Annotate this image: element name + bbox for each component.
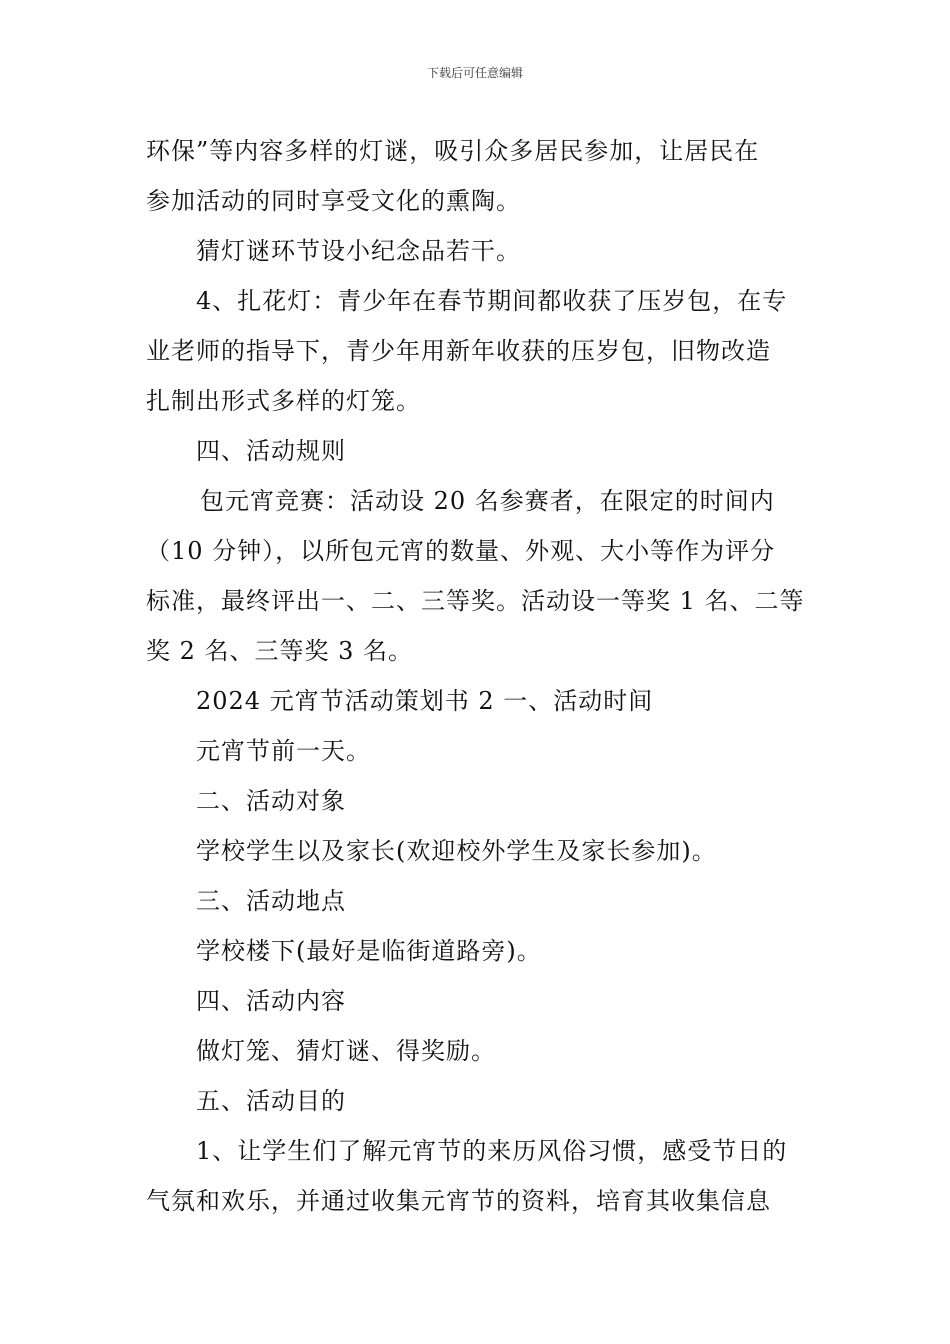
- section-heading: 五、活动目的: [196, 1087, 346, 1115]
- page-header: 下载后可任意编辑: [426, 66, 523, 80]
- paragraph-line: 参加活动的同时享受文化的熏陶。: [146, 187, 521, 215]
- section-heading: 二、活动对象: [196, 787, 346, 815]
- paragraph-line: 环保”等内容多样的灯谜，吸引众多居民参加，让居民在: [146, 137, 760, 165]
- paragraph-line: 4、扎花灯：青少年在春节期间都收获了压岁包，在专: [196, 287, 788, 315]
- paragraph-line: 气氛和欢乐，并通过收集元宵节的资料，培育其收集信息: [146, 1187, 771, 1215]
- paragraph-line: 元宵节前一天。: [196, 737, 371, 765]
- paragraph-line: 学校学生以及家长(欢迎校外学生及家长参加)。: [196, 837, 717, 865]
- paragraph-line: 奖 2 名、三等奖 3 名。: [146, 637, 414, 665]
- section-heading: 三、活动地点: [196, 887, 346, 915]
- paragraph-line: 包元宵竞赛：活动设 20 名参赛者，在限定的时间内: [200, 487, 775, 515]
- paragraph-line: （10 分钟），以所包元宵的数量、外观、大小等作为评分: [146, 537, 776, 565]
- paragraph-line: 标准，最终评出一、二、三等奖。活动设一等奖 1 名、二等: [146, 587, 805, 615]
- section-heading: 2024 元宵节活动策划书 2 一、活动时间: [196, 687, 654, 715]
- paragraph-line: 业老师的指导下，青少年用新年收获的压岁包，旧物改造: [146, 337, 771, 365]
- paragraph-line: 1、让学生们了解元宵节的来历风俗习惯，感受节日的: [196, 1137, 788, 1165]
- section-heading: 四、活动内容: [196, 987, 346, 1015]
- paragraph-line: 猜灯谜环节设小纪念品若干。: [196, 237, 521, 265]
- paragraph-line: 扎制出形式多样的灯笼。: [146, 387, 421, 415]
- paragraph-line: 做灯笼、猜灯谜、得奖励。: [196, 1037, 496, 1065]
- paragraph-line: 学校楼下(最好是临街道路旁)。: [196, 937, 542, 965]
- section-heading: 四、活动规则: [196, 437, 346, 465]
